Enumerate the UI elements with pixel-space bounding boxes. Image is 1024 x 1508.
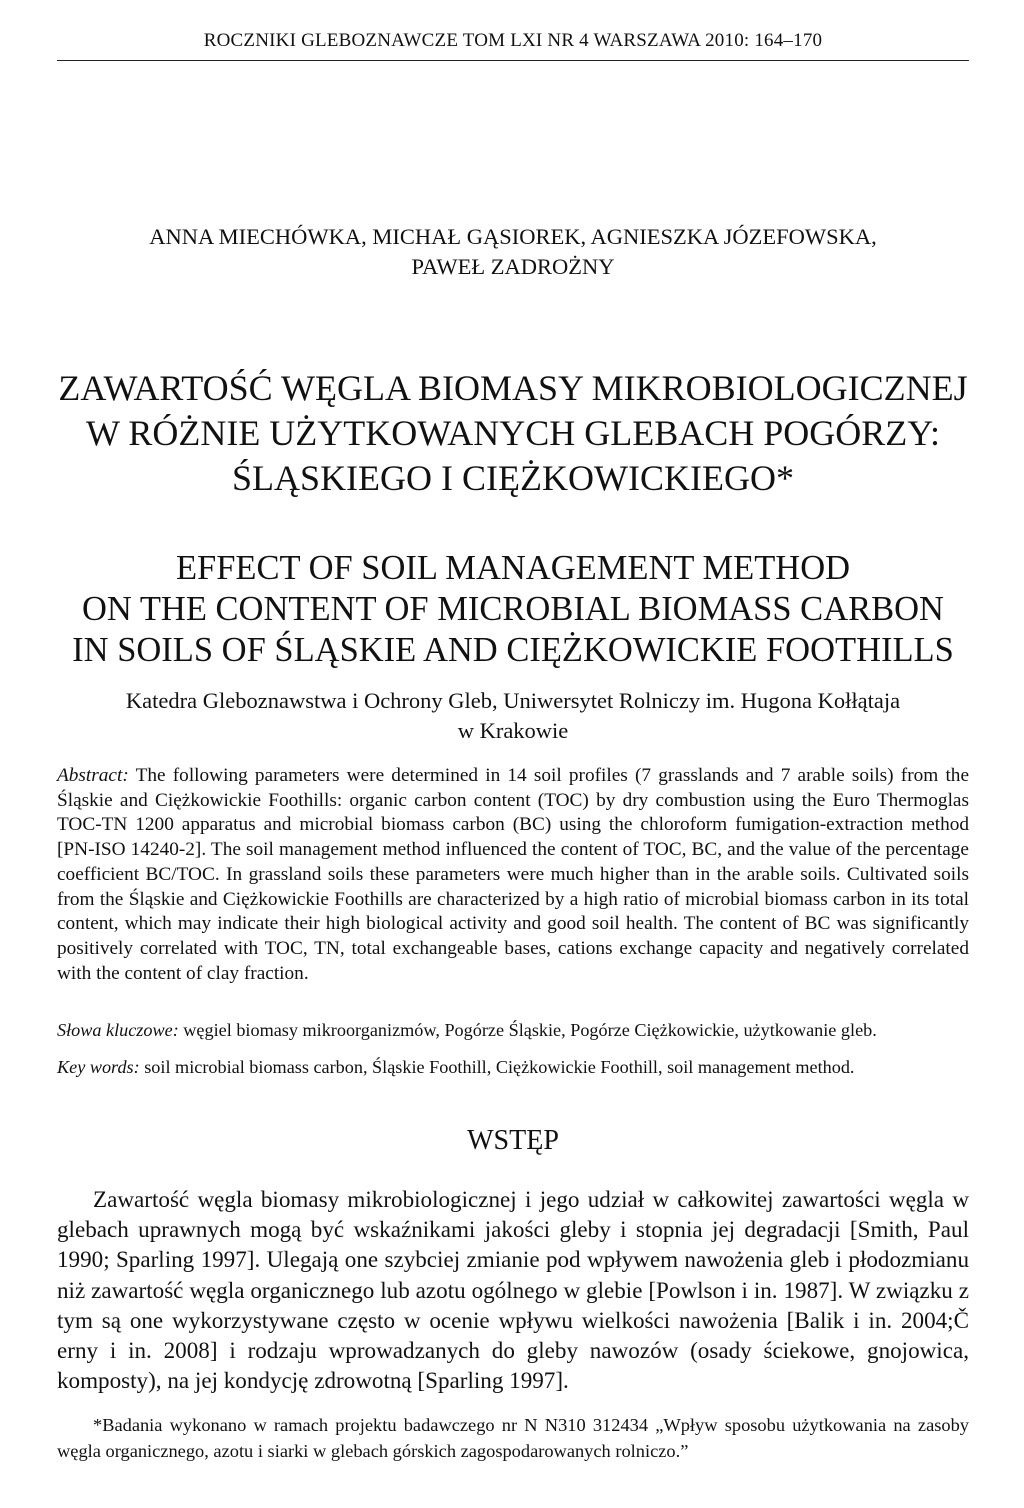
affiliation	[40, 686, 986, 746]
keywords-english	[57, 1055, 969, 1079]
title-en-line-3: IN SOILS OF ŚLĄSKIE AND CIĘŻKOWICKIE FOOTHILLS	[72, 631, 954, 669]
authors-line-1: ANNA MIECHÓWKA, MICHAŁ GĄSIOREK, AGNIESZKA JÓZEFOWSKA,	[149, 224, 877, 249]
title-en-line-1: EFFECT OF SOIL MANAGEMENT METHOD	[175, 549, 851, 587]
abstract-label: Abstract	[57, 765, 123, 786]
keywords-pl-colon: :	[172, 1020, 179, 1040]
keywords-pl-text: węgiel biomasy mikroorganizmów, Pogórze Śląskie, Pogórze Ciężkowickie, użytkowanie gleb.	[183, 1020, 877, 1040]
title-pl-line-3: ŚLĄSKIEGO I CIĘŻKOWICKIEGO*	[232, 458, 794, 498]
header-rule	[57, 60, 969, 61]
title-polish	[40, 366, 986, 501]
title-pl-line-1: ZAWARTOŚĆ WĘGLA BIOMASY MIKROBIOLOGICZNEJ	[58, 368, 968, 408]
abstract-colon: :	[122, 765, 129, 786]
keywords-en-label: Key words	[57, 1057, 134, 1077]
authors-line-2: PAWEŁ ZADROŻNY	[411, 254, 615, 279]
running-head: ROCZNIKI GLEBOZNAWCZE TOM LXI NR 4 WARSZAWA 2010: 164–170	[203, 30, 823, 51]
abstract	[57, 764, 969, 986]
title-english	[40, 548, 986, 671]
keywords-en-colon: :	[133, 1057, 140, 1077]
affiliation-line-1: Katedra Gleboznawstwa i Ochrony Gleb, Uniwersytet Rolniczy im. Hugona Kołłątaja	[125, 688, 901, 713]
intro-paragraph: Zawartość węgla biomasy mikrobiologicznej i jego udział w całkowitej zawartości węgla w glebach uprawnych mogą być wskaźnikami jakości gleby i stopnia jej degradacji [Smith, Paul 1990; Sparling 1997]. Ulegają one szybciej zmianie pod wpływem nawożenia gleb i płodozmianu niż zawartość węgla organicznego lub azotu ogólnego w glebie [Powlson i in. 1987]. W związku z tym są one wykorzystywane często w ocenie wpływu wielkości nawożenia [Balik i in. 2004;Č erny i in. 2008] i rodzaju wprowadzanych do gleby nawozów (osady ściekowe, gnojowica, komposty), na jej kondycję zdrowotną [Sparling 1997].	[57, 1186, 969, 1394]
title-pl-line-2: W RÓŻNIE UŻYTKOWANYCH GLEBACH POGÓRZY:	[86, 413, 940, 453]
author-list	[57, 222, 969, 282]
section-heading: WSTĘP	[467, 1125, 559, 1156]
abstract-text: The following parameters were determined in 14 soil profiles (7 grasslands and 7 arable soils) from the Śląskie and Ciężkowickie Foothills: organic carbon content (TOC) by dry combustion using the Euro Thermoglas TOC-TN 1200 apparatus and microbial biomass carbon (BC) using the chloroform fumigation-extraction method [PN-ISO 14240-2]. The soil management method influenced the content of TOC, BC, and the value of the percentage coefficient BC/TOC. In grassland soils these parameters were much higher than in the arable soils. Cultivated soils from the Śląskie and Ciężkowickie Foothills are characterized by a high ratio of microbial biomass carbon in its total content, which may indicate their high biological activity and good soil health. The content of BC was significantly positively correlated with TOC, TN, total exchangeable bases, cations exchange capacity and negatively correlated with the content of clay fraction.	[57, 765, 969, 984]
affiliation-line-2: w Krakowie	[457, 718, 569, 743]
keywords-en-text: soil microbial biomass carbon, Śląskie Foothill, Ciężkowickie Foothill, soil management method.	[144, 1057, 855, 1077]
keywords-pl-label: Słowa kluczowe	[57, 1020, 173, 1040]
footnote: *Badania wykonano w ramach projektu badawczego nr N N310 312434 „Wpływ sposobu użytkowania na zasoby węgla organicznego, azotu i siarki w glebach górskich zagospodarowanych rolniczo.”	[57, 1415, 969, 1461]
keywords-polish	[57, 1018, 969, 1042]
title-en-line-2: ON THE CONTENT OF MICROBIAL BIOMASS CARBON	[82, 590, 944, 628]
